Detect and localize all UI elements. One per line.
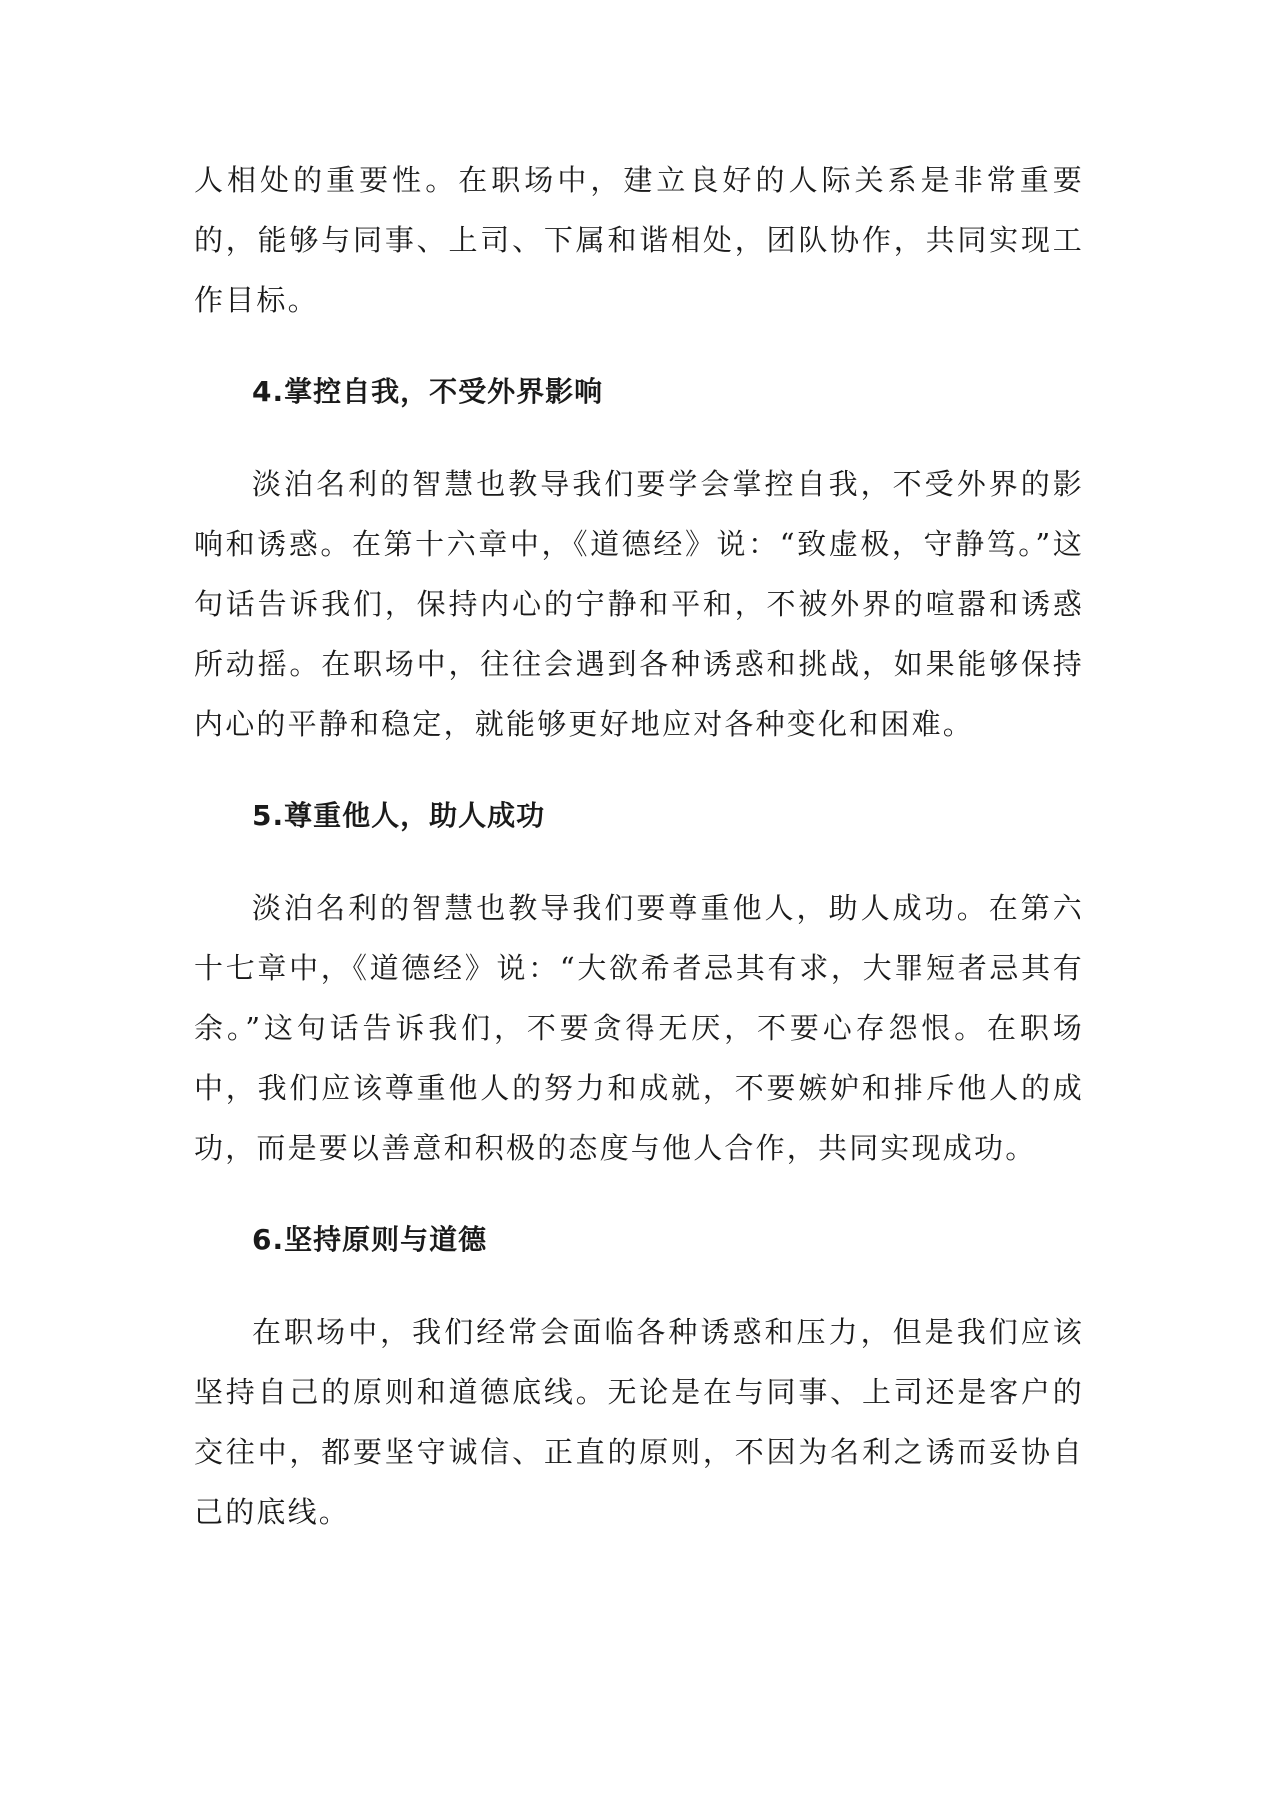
section-heading-4: 4.掌控自我，不受外界影响 [252, 375, 604, 408]
section-heading-6: 6.坚持原则与道德 [252, 1223, 488, 1256]
document-page [194, 150, 1084, 1542]
paragraph-section-6: 在职场中，我们经常会面临各种诱惑和压力，但是我们应该坚持自己的原则和道德底线。无论是在与同事、上司还是客户的交往中，都要坚守诚信、正直的原则，不因为名利之诱而妥协自己的底线。 [194, 1315, 1084, 1529]
section-heading-5: 5.尊重他人，助人成功 [252, 799, 546, 832]
paragraph-section-4: 淡泊名利的智慧也教导我们要学会掌控自我，不受外界的影响和诱惑。在第十六章中，《道德经》说：“致虚极，守静笃。”这句话告诉我们，保持内心的宁静和平和，不被外界的喧嚣和诱惑所动摇。在职场中，往往会遇到各种诱惑和挑战，如果能够保持内心的平静和稳定，就能够更好地应对各种变化和困难。 [194, 467, 1084, 741]
paragraph-continuation: 人相处的重要性。在职场中，建立良好的人际关系是非常重要的，能够与同事、上司、下属和谐相处，团队协作，共同实现工作目标。 [194, 163, 1084, 317]
paragraph-section-5: 淡泊名利的智慧也教导我们要尊重他人，助人成功。在第六十七章中，《道德经》说：“大欲希者忌其有求，大罪短者忌其有余。”这句话告诉我们，不要贪得无厌，不要心存怨恨。在职场中，我们应该尊重他人的努力和成就，不要嫉妒和排斥他人的成功，而是要以善意和积极的态度与他人合作，共同实现成功。 [194, 891, 1084, 1165]
